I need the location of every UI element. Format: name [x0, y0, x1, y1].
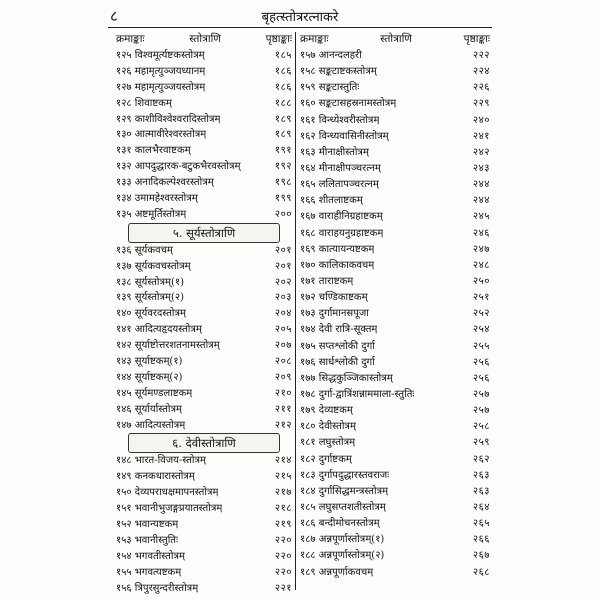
entry-page-number: २४४	[472, 195, 490, 207]
entry-title: १३४ उमामहेश्वरस्तोत्रम्	[116, 193, 198, 205]
toc-entry	[298, 290, 492, 306]
entry-list	[114, 48, 294, 223]
entry-page-number: २५७	[472, 388, 490, 400]
entry-page-number: २००	[274, 208, 292, 220]
toc-entry	[114, 290, 294, 306]
entry-page-number: २२०	[274, 534, 292, 546]
column-divider	[295, 32, 296, 590]
entry-title: १५९ सङ्कटास्तुतिः	[300, 82, 360, 94]
entry-page-number: २५७	[472, 405, 490, 417]
toc-entry	[298, 500, 492, 516]
entry-page-number: २१५	[274, 471, 292, 483]
entry-title: १६४ मीनाक्षीपञ्चरत्नम्	[300, 162, 381, 174]
entry-title: १६८ वाराहयनुग्रहाष्टकम्	[300, 227, 384, 239]
entry-page-number: २५०	[472, 275, 490, 287]
entry-title: १६७ वाराहीनिग्रहाष्टकम्	[300, 211, 383, 223]
toc-entry	[298, 80, 492, 96]
toc-entry	[114, 469, 294, 485]
entry-list	[298, 48, 492, 581]
entry-page-number: २५२	[472, 308, 490, 320]
contents-table	[114, 32, 492, 592]
toc-entry	[114, 533, 294, 549]
entry-page-number: २५६	[472, 356, 490, 368]
toc-entry	[298, 532, 492, 548]
toc-entry	[298, 484, 492, 500]
page-number: ८	[110, 7, 118, 25]
toc-entry	[114, 64, 294, 80]
toc-entry	[298, 355, 492, 371]
column-label-number: क्रमाङ्काः	[116, 33, 145, 45]
entry-title: १७९ देव्यष्टकम्	[300, 405, 353, 417]
entry-title: १४६ सूर्यार्यास्तोत्रम्	[116, 403, 182, 415]
entry-page-number: २४७	[472, 243, 490, 255]
entry-page-number: २०७	[274, 340, 292, 352]
toc-entry	[298, 371, 492, 387]
entry-page-number: २२०	[274, 566, 292, 578]
entry-title: १५१ भवानीभुजङ्गप्रयातस्तोत्रम्	[116, 503, 223, 515]
toc-entry	[298, 226, 492, 242]
entry-page-number: १९९	[274, 193, 292, 205]
right-column	[298, 32, 492, 592]
entry-title: १७५ सप्तश्लोकी दुर्गा	[300, 340, 375, 352]
entry-title: १५८ सङ्कटाष्टकस्तोत्रम्	[300, 66, 377, 78]
toc-entry	[298, 96, 492, 112]
toc-entry	[114, 338, 294, 354]
toc-entry	[298, 306, 492, 322]
toc-entry	[298, 177, 492, 193]
entry-page-number: २०४	[274, 308, 292, 320]
entry-page-number: २१९	[274, 519, 292, 531]
toc-entry	[114, 175, 294, 191]
entry-page-number: २२२	[472, 50, 490, 61]
entry-page-number: १९८	[274, 177, 292, 189]
toc-entry	[114, 275, 294, 291]
entry-page-number: २५६	[472, 372, 490, 384]
entry-page-number: २११	[274, 403, 292, 415]
toc-entry	[298, 161, 492, 177]
toc-entry	[298, 403, 492, 419]
entry-page-number: २०५	[274, 324, 292, 336]
entry-page-number: २०१	[274, 244, 292, 256]
toc-entry	[114, 565, 294, 581]
entry-title: १४१ आदित्यहृदयस्तोत्रम्	[116, 324, 202, 336]
toc-entry	[298, 145, 492, 161]
entry-title: १६२ विन्ध्यवासिनीस्तोत्रम्	[300, 130, 389, 142]
toc-entry	[114, 306, 294, 322]
toc-entry	[298, 565, 492, 581]
entry-page-number: २५८	[472, 421, 490, 433]
entry-title: १३३ अनादिकल्पेश्वरस्तोत्रम्	[116, 177, 214, 189]
entry-title: १६१ विन्ध्येश्वरीस्तोत्रम्	[300, 114, 380, 126]
toc-entry	[114, 191, 294, 207]
entry-title: १४८ भारत-विजय-स्तोत्रम्	[116, 455, 206, 467]
entry-page-number: २४३	[472, 162, 490, 174]
entry-title: १३६ सूर्यकवचम्	[116, 244, 173, 256]
column-label-page: पृष्ठाङ्काः	[265, 33, 292, 45]
toc-entry	[298, 322, 492, 338]
entry-page-number: १८८	[274, 97, 292, 109]
entry-list	[114, 243, 294, 434]
entry-page-number: २१२	[274, 419, 292, 431]
entry-title: १८८ अन्नपूर्णास्तोत्रम्(२)	[300, 550, 385, 562]
entry-title: १३८ सूर्यस्तोत्रम्(१)	[116, 276, 185, 288]
entry-title: १५५ भगवत्यष्टकम्	[116, 566, 182, 578]
entry-page-number: २२०	[274, 550, 292, 562]
entry-title: १५० देव्यपराधक्षमापनस्तोत्रम्	[116, 487, 219, 499]
entry-title: १६३ मीनाक्षीस्तोत्रम्	[300, 146, 369, 158]
entry-title: १७० कालिकाकवचम्	[300, 259, 375, 271]
column-header	[114, 32, 294, 48]
entry-title: १८३ दुर्गापदुद्धारस्तवराजः	[300, 469, 390, 481]
entry-title: १४० सूर्यवरदस्तोत्रम्	[116, 308, 186, 320]
entry-title: १८२ दुर्गाष्टकम्	[300, 453, 352, 465]
entry-title: १६९ कात्यायन्यष्टकम्	[300, 243, 375, 255]
entry-title: १५३ भवानीस्तुतिः	[116, 534, 178, 546]
entry-title: १२९ काशीविश्वेश्वरादिस्तोत्रम्	[116, 113, 221, 125]
entry-title: १५४ भगवतीस्तोत्रम्	[116, 550, 185, 562]
toc-entry	[298, 339, 492, 355]
entry-title: १५७ आनन्दलहरी	[300, 50, 362, 61]
entry-title: १३० आत्मावीरेश्वरस्तोत्रम्	[116, 129, 207, 141]
toc-entry	[298, 468, 492, 484]
entry-title: १३९ सूर्यस्तोत्रम्(२)	[116, 292, 185, 304]
section-heading-surya: ५. सूर्यस्तोत्राणि	[128, 223, 280, 243]
toc-entry	[114, 322, 294, 338]
entry-title: १७१ ताराष्टकम्	[300, 275, 354, 287]
entry-page-number: २१०	[274, 387, 292, 399]
toc-entry	[298, 274, 492, 290]
entry-page-number: २४६	[472, 227, 490, 239]
entry-title: १८७ अन्नपूर्णास्तोत्रम्(१)	[300, 534, 385, 546]
entry-page-number: २५४	[472, 324, 490, 336]
entry-title: १४२ सूर्याष्टोत्तरशतनामस्तोत्रम्	[116, 340, 220, 352]
entry-title: १६६ शीतलाष्टकम्	[300, 195, 363, 207]
entry-page-number: २०१	[274, 260, 292, 272]
entry-page-number: १८५	[274, 50, 292, 61]
entry-title: १४३ सूर्याष्टकम्(१)	[116, 356, 183, 368]
entry-title: १५२ भवान्यष्टकम्	[116, 519, 179, 531]
entry-title: १८६ बन्दीमोचनस्तोत्रम्	[300, 518, 380, 530]
entry-page-number: २२४	[472, 66, 490, 78]
entry-title: १७६ सार्धश्लोकी दुर्गा	[300, 356, 375, 368]
column-label-title: स्तोत्राणि	[380, 33, 412, 45]
page-header	[108, 6, 492, 28]
entry-title: १८५ लघुसप्तशतीस्तोत्रम्	[300, 501, 386, 513]
entry-page-number: २४०	[472, 114, 490, 126]
toc-entry	[298, 193, 492, 209]
entry-title: १६० सङ्कटासहस्रनामस्तोत्रम्	[300, 98, 397, 110]
toc-entry	[114, 127, 294, 143]
entry-title: १३१ कालभैरवाष्टकम्	[116, 145, 191, 157]
entry-page-number: २०९	[274, 371, 292, 383]
entry-page-number: १८९	[274, 113, 292, 125]
entry-page-number: २१४	[274, 455, 292, 467]
entry-page-number: २६६	[472, 534, 490, 546]
entry-title: १३५ अष्टमूर्तिस्तोत्रम्	[116, 208, 187, 220]
entry-page-number: १८६	[274, 81, 292, 93]
entry-list	[114, 453, 294, 596]
toc-entry	[114, 581, 294, 597]
toc-entry	[114, 402, 294, 418]
entry-title: १४४ सूर्याष्टकम्(२)	[116, 371, 183, 383]
toc-entry	[298, 419, 492, 435]
toc-entry	[298, 242, 492, 258]
toc-entry	[114, 517, 294, 533]
entry-title: १८१ लघुस्तोत्रम्	[300, 437, 356, 449]
entry-title: १७८ दुर्गा-द्वात्रिंशन्नाममाला-स्तुतिः	[300, 388, 415, 400]
toc-entry	[298, 435, 492, 451]
entry-page-number: २६८	[472, 566, 490, 578]
entry-page-number: २४१	[472, 130, 490, 142]
toc-entry	[298, 548, 492, 564]
toc-entry	[114, 259, 294, 275]
entry-page-number: २०३	[274, 292, 292, 304]
toc-entry	[114, 96, 294, 112]
toc-entry	[114, 80, 294, 96]
entry-title: १२६ महामृत्युञ्जयध्यानम्	[116, 65, 206, 77]
toc-entry	[298, 258, 492, 274]
entry-title: १७४ देवी रात्रि-सूक्तम्	[300, 324, 378, 336]
toc-entry	[114, 207, 294, 223]
toc-entry	[298, 516, 492, 532]
entry-title: १२८ शिवाष्टकम्	[116, 97, 172, 109]
toc-entry	[114, 112, 294, 128]
entry-title: १४५ सूर्यमण्डलाष्टकम्	[116, 387, 193, 399]
toc-entry	[114, 549, 294, 565]
entry-page-number: २२९	[472, 98, 490, 110]
column-label-title: स्तोत्राणि	[189, 33, 221, 45]
entry-title: १३२ आपदुद्धारक-बटुकभैरवस्तोत्रम्	[116, 161, 241, 173]
entry-page-number: २६४	[472, 501, 490, 513]
toc-entry	[298, 452, 492, 468]
toc-entry	[298, 113, 492, 129]
toc-entry	[298, 48, 492, 64]
column-label-page: पृष्ठाङ्काः	[463, 33, 490, 45]
entry-page-number: २५१	[472, 292, 490, 304]
entry-page-number: २६३	[472, 469, 490, 481]
entry-title: १८९ अन्नपूर्णाकवचम्	[300, 566, 374, 578]
entry-page-number: २५५	[472, 340, 490, 352]
toc-entry	[114, 159, 294, 175]
entry-page-number: २४८	[472, 259, 490, 271]
entry-page-number: २६७	[472, 550, 490, 562]
toc-entry	[114, 418, 294, 434]
entry-page-number: १९२	[274, 161, 292, 173]
toc-entry	[298, 387, 492, 403]
entry-page-number: २६२	[472, 453, 490, 465]
column-header	[298, 32, 492, 48]
entry-title: १३७ सूर्यकवचस्तोत्रम्	[116, 260, 191, 272]
entry-title: १४९ कनकधारास्तोत्रम्	[116, 471, 195, 483]
toc-entry	[114, 386, 294, 402]
entry-page-number: २१७	[274, 487, 292, 499]
toc-entry	[114, 501, 294, 517]
entry-page-number: १८६	[274, 65, 292, 77]
toc-entry	[298, 129, 492, 145]
toc-entry	[114, 453, 294, 469]
toc-entry	[114, 354, 294, 370]
entry-title: १२७ महामृत्युञ्जयस्तोत्रम्	[116, 81, 206, 93]
entry-page-number: २४४	[472, 179, 490, 191]
entry-page-number: २६५	[472, 518, 490, 530]
entry-title: १२५ विश्वमूर्त्यष्टकस्तोत्रम्	[116, 50, 205, 61]
running-title: बृहत्स्तोत्ररत्नाकरे	[261, 10, 339, 25]
entry-title: १७३ दुर्गामानसपूजा	[300, 308, 369, 320]
entry-title: १८४ दुर्गासिद्धमन्त्रस्तोत्रम्	[300, 485, 389, 497]
toc-entry	[298, 64, 492, 80]
entry-title: १४७ आदित्यस्तोत्रम्	[116, 419, 186, 431]
toc-entry	[114, 143, 294, 159]
entry-page-number: २६३	[472, 485, 490, 497]
entry-title: १७२ चण्डिकाष्टकम्	[300, 292, 368, 304]
entry-page-number: २०८	[274, 356, 292, 368]
toc-entry	[114, 485, 294, 501]
entry-page-number: २२१	[274, 582, 292, 594]
entry-page-number: २४२	[472, 146, 490, 158]
entry-title: १६५ ललितापञ्चरत्नम्	[300, 179, 379, 191]
toc-entry	[114, 48, 294, 64]
left-column	[114, 32, 294, 592]
entry-page-number: १८९	[274, 129, 292, 141]
entry-page-number: २०२	[274, 276, 292, 288]
entry-page-number: २१८	[274, 503, 292, 515]
entry-title: १८० देवीस्तोत्रम्	[300, 421, 356, 433]
entry-title: १७७ सिद्धकुञ्जिकास्तोत्रम्	[300, 372, 393, 384]
column-label-number: क्रमाङ्काः	[300, 33, 329, 45]
toc-entry	[298, 209, 492, 225]
header-rule	[108, 27, 492, 28]
entry-page-number: २२६	[472, 82, 490, 94]
entry-title: १५६ त्रिपुरसुन्दरीस्तोत्रम्	[116, 582, 199, 594]
toc-entry	[114, 370, 294, 386]
section-heading-devi: ६. देवीस्तोत्राणि	[128, 433, 280, 453]
toc-entry	[114, 243, 294, 259]
entry-page-number: २४५	[472, 211, 490, 223]
entry-page-number: २५९	[472, 437, 490, 449]
entry-page-number: १९१	[274, 145, 292, 157]
